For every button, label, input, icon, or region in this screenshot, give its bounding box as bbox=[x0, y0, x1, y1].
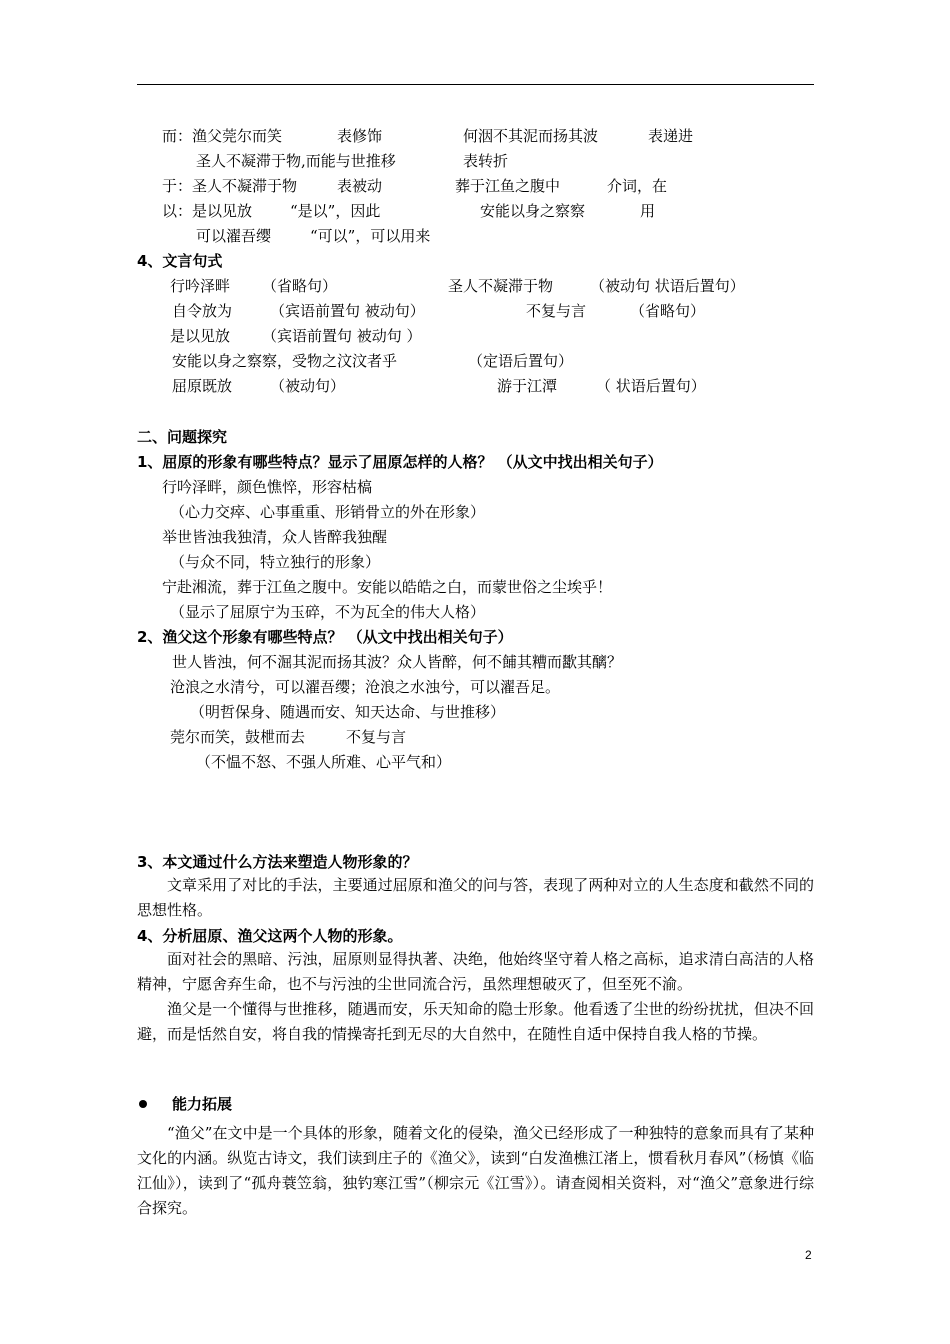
q2-quote-4: 不复与言 bbox=[346, 728, 407, 746]
pattern-2: 圣人不凝滞于物 bbox=[448, 277, 554, 295]
pattern-8-type: （ 状语后置句） bbox=[596, 377, 706, 395]
answer-3: 文章采用了对比的手法，主要通过屈原和渔父的问与答，表现了两种对立的人生态度和截然不同的思想性格。 bbox=[137, 876, 814, 919]
pattern-3: 自令放为 bbox=[172, 302, 233, 320]
question-2: 2、渔父这个形象有哪些特点？ （从文中找出相关句子） bbox=[137, 628, 513, 646]
usage-er-3-note: 表转折 bbox=[463, 152, 509, 170]
usage-er-1: 而：渔父莞尔而笑 bbox=[162, 127, 283, 145]
pattern-5: 是以见放 bbox=[170, 327, 231, 345]
usage-keyi-note: “可以”，可以用来 bbox=[310, 227, 431, 245]
usage-er-1-note: 表修饰 bbox=[337, 127, 383, 145]
usage-keyi: 可以濯吾缨 bbox=[196, 227, 272, 245]
usage-yu-1: 于：圣人不凝滞于物 bbox=[162, 177, 298, 195]
pattern-6-type: （定语后置句） bbox=[468, 352, 574, 370]
pattern-1: 行吟泽畔 bbox=[170, 277, 231, 295]
usage-er-3: 圣人不凝滞于物,而能与世推移 bbox=[196, 152, 396, 170]
pattern-4-type: （省略句） bbox=[630, 302, 706, 320]
pattern-4: 不复与言 bbox=[526, 302, 587, 320]
usage-yi-1-note: “是以”，因此 bbox=[290, 202, 381, 220]
pattern-7: 屈原既放 bbox=[172, 377, 233, 395]
q1-note-1: （心力交瘁、心事重重、形销骨立的外在形象） bbox=[170, 503, 486, 521]
usage-yi-2-note: 用 bbox=[640, 202, 656, 220]
heading-question-exploration: 二、问题探究 bbox=[137, 428, 228, 446]
usage-yu-2-note: 介词，在 bbox=[607, 177, 668, 195]
answer-4-yu-fu: 渔父是一个懂得与世推移，随遇而安，乐天知命的隐士形象。他看透了尘世的纷纷扰扰，但决不回避，而是恬然自安，将自我的情操寄托到无尽的大自然中，在随性自适中保持自我人格的节操。 bbox=[137, 1000, 814, 1043]
question-4: 4、分析屈原、渔父这两个人物的形象。 bbox=[137, 927, 403, 945]
pattern-6: 安能以身之察察，受物之汶汶者乎 bbox=[172, 352, 398, 370]
pattern-2-type: （被动句 状语后置句） bbox=[590, 277, 745, 295]
heading-sentence-patterns: 4、文言句式 bbox=[137, 252, 223, 270]
usage-yi-2: 安能以身之察察 bbox=[480, 202, 586, 220]
q2-quote-1: 世人皆浊，何不淈其泥而扬其波？众人皆醉，何不餔其糟而歠其醨？ bbox=[172, 653, 623, 671]
q1-note-3: （显示了屈原宁为玉碎，不为瓦全的伟大人格） bbox=[170, 603, 486, 621]
q2-quote-3: 莞尔而笑，鼓枻而去 bbox=[170, 728, 306, 746]
question-3: 3、本文通过什么方法来塑造人物形象的？ bbox=[137, 853, 418, 871]
pattern-7-type: （被动句） bbox=[270, 377, 346, 395]
usage-yu-2: 葬于江鱼之腹中 bbox=[455, 177, 561, 195]
q1-note-2: （与众不同，特立独行的形象） bbox=[170, 553, 381, 571]
heading-ability-extension: 能力拓展 bbox=[172, 1095, 233, 1113]
usage-er-2: 何洇不其泥而扬其波 bbox=[463, 127, 599, 145]
pattern-8: 游于江潭 bbox=[497, 377, 558, 395]
pattern-1-type: （省略句） bbox=[262, 277, 338, 295]
q2-note-1: （明哲保身、随遇而安、知天达命、与世推移） bbox=[190, 703, 506, 721]
usage-yu-1-note: 表被动 bbox=[337, 177, 383, 195]
page-number: 2 bbox=[805, 1248, 812, 1262]
question-1: 1、屈原的形象有哪些特点？显示了屈原怎样的人格？ （从文中找出相关句子） bbox=[137, 453, 663, 471]
pattern-3-type: （宾语前置句 被动句） bbox=[270, 302, 425, 320]
q1-quote-2: 举世皆浊我独清，众人皆醉我独醒 bbox=[162, 528, 388, 546]
bullet-icon bbox=[139, 1100, 147, 1108]
q1-quote-1: 行吟泽畔，颜色憔悴，形容枯槁 bbox=[162, 478, 373, 496]
pattern-5-type: （宾语前置句 被动句 ） bbox=[262, 327, 422, 345]
q2-note-2: （不愠不怒、不强人所难、心平气和） bbox=[196, 753, 452, 771]
answer-4-qu-yuan: 面对社会的黑暗、污浊，屈原则显得执著、决绝，他始终坚守着人格之高标，追求清白高洁的人格精神，宁愿舍弃生命，也不与污浊的尘世同流合污，虽然理想破灭了，但至死不渝。 bbox=[137, 950, 814, 993]
usage-er-2-note: 表递进 bbox=[648, 127, 694, 145]
extension-paragraph: “渔父”在文中是一个具体的形象，随着文化的侵染，渔父已经形成了一种独特的意象而具有了某种文化的内涵。纵览古诗文，我们读到庄子的《渔父》，读到“白发渔樵江渚上，惯看秋月春风”（杨慎《临江仙》），读到了“孤舟蓑笠翁，独钓寒江雪”（柳宗元《江雪》）。请查阅相关资料，对“渔父”意象进行综合探究。 bbox=[137, 1124, 814, 1217]
usage-yi-1: 以：是以见放 bbox=[162, 202, 253, 220]
header-rule bbox=[137, 84, 814, 85]
q1-quote-3: 宁赴湘流，葬于江鱼之腹中。安能以皓皓之白，而蒙世俗之尘埃乎！ bbox=[162, 578, 613, 596]
q2-quote-2: 沧浪之水清兮，可以濯吾缨；沧浪之水浊兮，可以濯吾足。 bbox=[170, 678, 561, 696]
